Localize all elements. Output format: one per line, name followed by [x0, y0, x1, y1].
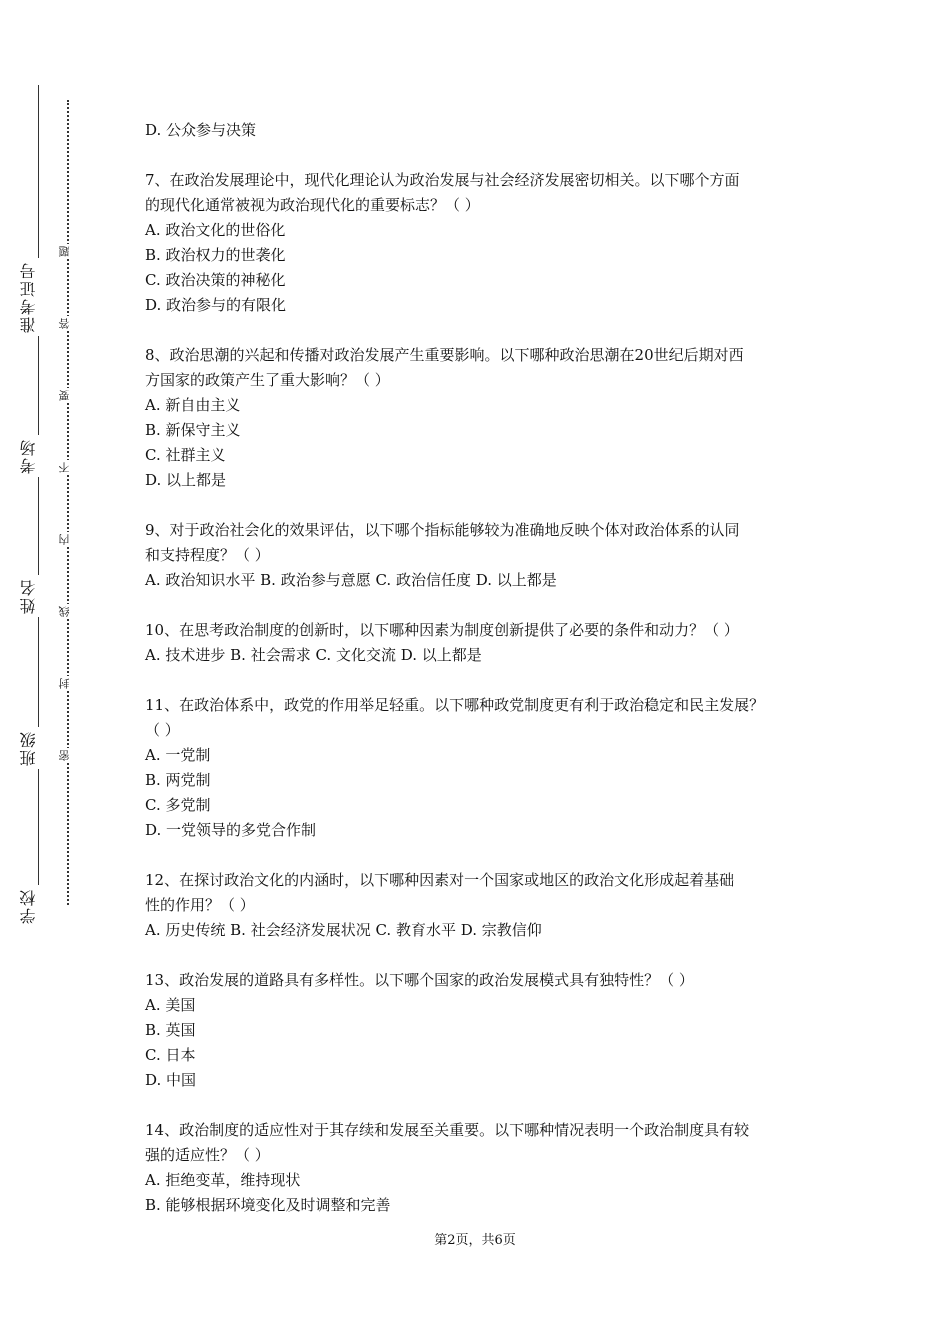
- options-inline: A. 技术进步 B. 社会需求 C. 文化交流 D. 以上都是: [145, 646, 482, 664]
- notice-char-da: 答: [59, 316, 75, 331]
- notice-char-bu: 不: [59, 460, 75, 475]
- notice-char-yao: 要: [59, 388, 75, 403]
- label-name: 姓名: [20, 575, 56, 617]
- label-class: 班级: [20, 727, 56, 769]
- question-text: 12、在探讨政治文化的内涵时，以下哪种因素对一个国家或地区的政治文化形成起着基础: [145, 871, 735, 889]
- label-exam-number: 准考证号: [20, 258, 56, 336]
- question-text: 性的作用？（ ）: [145, 896, 255, 914]
- option-c: C. 社群主义: [145, 446, 226, 464]
- question-6-tail: [145, 118, 815, 143]
- option-b: B. 新保守主义: [145, 421, 241, 439]
- question-13: [145, 968, 815, 1093]
- option-a: A. 一党制: [145, 746, 211, 764]
- notice-char-feng: 封: [59, 676, 75, 691]
- option-a: A. 拒绝变革，维持现状: [145, 1171, 301, 1189]
- question-text: 14、政治制度的适应性对于其存续和发展至关重要。以下哪种情况表明一个政治制度具有较: [145, 1121, 750, 1139]
- question-14: [145, 1118, 815, 1218]
- option-c: C. 日本: [145, 1046, 196, 1064]
- question-text: 10、在思考政治制度的创新时，以下哪种因素为制度创新提供了必要的条件和动力？（ ）: [145, 621, 739, 639]
- page-number: 第2页，共6页: [434, 1233, 516, 1248]
- option-c: C. 多党制: [145, 796, 211, 814]
- question-12: [145, 868, 815, 943]
- question-text: 7、在政治发展理论中，现代化理论认为政治发展与社会经济发展密切相关。以下哪个方面: [145, 171, 740, 189]
- question-text: 强的适应性？（ ）: [145, 1146, 270, 1164]
- question-11: [145, 693, 815, 843]
- question-text: 9、对于政治社会化的效果评估，以下哪个指标能够较为准确地反映个体对政治体系的认同: [145, 521, 740, 539]
- question-7: [145, 168, 815, 318]
- question-text: 方国家的政策产生了重大影响？（ ）: [145, 371, 390, 389]
- question-9: [145, 518, 815, 593]
- notice-char-mi: 密: [59, 748, 75, 763]
- seal-dotted-line: [67, 100, 69, 905]
- label-exam-room: 考场: [20, 435, 56, 477]
- notice-char-xian: 线: [59, 604, 75, 619]
- options-inline: A. 政治知识水平 B. 政治参与意愿 C. 政治信任度 D. 以上都是: [145, 571, 557, 589]
- question-text: 和支持程度？（ ）: [145, 546, 270, 564]
- question-text: 13、政治发展的道路具有多样性。以下哪个国家的政治发展模式具有独特性？（ ）: [145, 971, 694, 989]
- notice-char-ti: 题: [59, 244, 75, 259]
- label-school: 学校: [20, 885, 56, 927]
- option-d: D. 中国: [145, 1071, 197, 1089]
- question-text: （ ）: [145, 721, 180, 739]
- option-d: D. 一党领导的多党合作制: [145, 821, 317, 839]
- question-text: 的现代化通常被视为政治现代化的重要标志？（ ）: [145, 196, 480, 214]
- question-10: [145, 618, 815, 668]
- option-a: A. 美国: [145, 996, 196, 1014]
- options-inline: A. 历史传统 B. 社会经济发展状况 C. 教育水平 D. 宗教信仰: [145, 921, 542, 939]
- option-a: A. 新自由主义: [145, 396, 241, 414]
- option-b: B. 能够根据环境变化及时调整和完善: [145, 1196, 391, 1214]
- question-text: 11、在政治体系中，政党的作用举足轻重。以下哪种政党制度更有利于政治稳定和民主发展？: [145, 696, 765, 714]
- question-list: [145, 118, 815, 1243]
- option-d: D. 政治参与的有限化: [145, 296, 287, 314]
- option-d: D. 以上都是: [145, 471, 227, 489]
- notice-char-nei: 内: [59, 532, 75, 547]
- option-d: D. 公众参与决策: [145, 121, 257, 139]
- binding-line: [38, 85, 39, 925]
- option-b: B. 英国: [145, 1021, 196, 1039]
- option-b: B. 政治权力的世袭化: [145, 246, 286, 264]
- option-a: A. 政治文化的世俗化: [145, 221, 286, 239]
- option-c: C. 政治决策的神秘化: [145, 271, 286, 289]
- option-b: B. 两党制: [145, 771, 211, 789]
- question-text: 8、政治思潮的兴起和传播对政治发展产生重要影响。以下哪种政治思潮在20世纪后期对西: [145, 346, 744, 364]
- question-8: [145, 343, 815, 493]
